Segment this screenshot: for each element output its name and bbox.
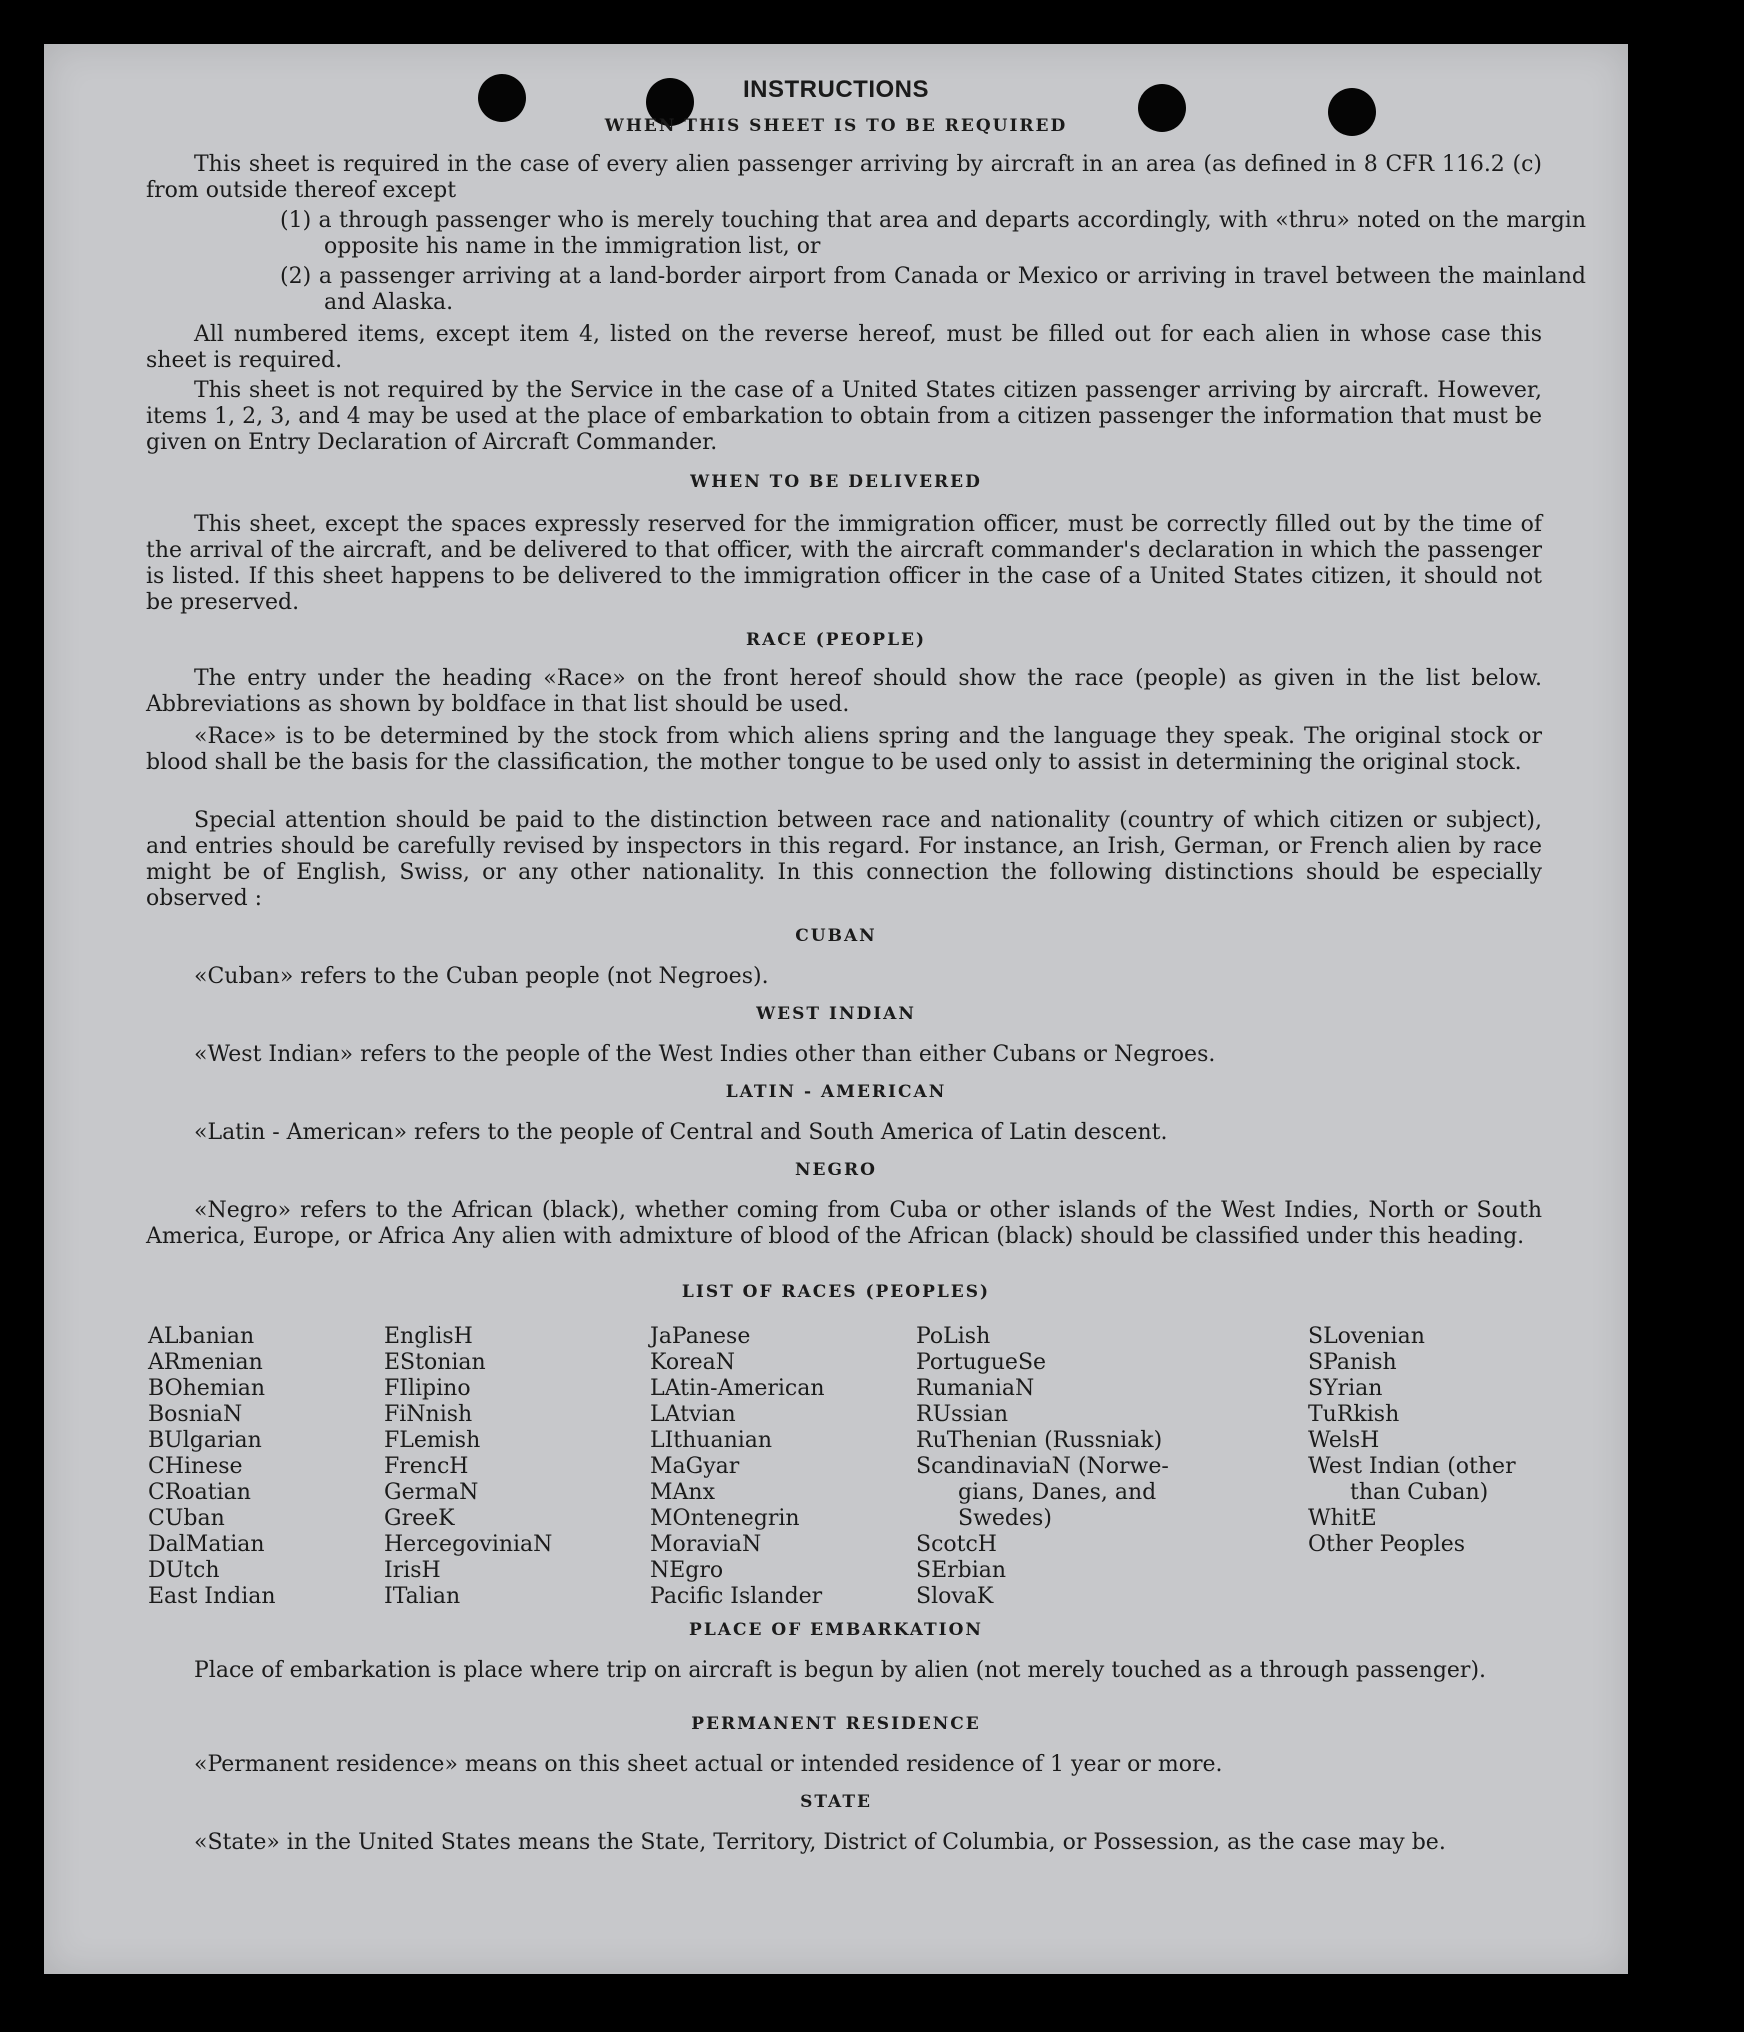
race-column-5	[1308, 1324, 1516, 1558]
race-name: SErbian	[916, 1558, 1007, 1583]
heading-when-delivered: WHEN TO BE DELIVERED	[690, 472, 982, 492]
race-name: LAtin-American	[650, 1376, 825, 1401]
race-name: IrisH	[384, 1558, 441, 1583]
race-column-3	[650, 1324, 825, 1610]
race-name: NEgro	[650, 1558, 724, 1583]
paragraph-negro: «Negro» refers to the African (black), whether coming from Cuba or other islands of the West Indies, North or South America, Europe, or Africa Any alien with admixture of blood of the African (black) should be classified under this heading.	[146, 1198, 1542, 1249]
race-column-2	[384, 1324, 552, 1610]
race-name: FiNnish	[384, 1402, 473, 1427]
race-name: RUssian	[916, 1402, 1009, 1427]
race-name-continued: than Cuban)	[1350, 1480, 1489, 1505]
paragraph-required: This sheet is required in the case of every alien passenger arriving by aircraft in an area (as defined in 8 CFR 116.2 (c) from outside thereof except	[146, 152, 1542, 203]
race-name: ARmenian	[148, 1350, 263, 1375]
paragraph-latin-american: «Latin - American» refers to the people of Central and South America of Latin descent.	[194, 1120, 1168, 1145]
race-name: PortugueSe	[916, 1350, 1047, 1375]
race-name: Pacific Islander	[650, 1584, 823, 1609]
race-name: TuRkish	[1308, 1402, 1400, 1427]
document-sheet	[44, 44, 1628, 1974]
race-name: HercegoviniaN	[384, 1532, 553, 1557]
heading-negro: NEGRO	[795, 1160, 877, 1180]
race-name: ScotcH	[916, 1532, 997, 1557]
race-name: LIthuanian	[650, 1428, 773, 1453]
race-name: RumaniaN	[916, 1376, 1035, 1401]
race-name: CUban	[148, 1506, 225, 1531]
heading-race: RACE (PEOPLE)	[745, 630, 927, 650]
race-name: GreeK	[384, 1506, 455, 1531]
race-name: WhitE	[1308, 1506, 1377, 1531]
race-name: DalMatian	[148, 1532, 265, 1557]
race-name: ScandinaviaN (Norwe-	[916, 1454, 1169, 1479]
race-name-continued: gians, Danes, and	[958, 1480, 1157, 1505]
race-column-1	[148, 1324, 276, 1610]
race-name: DUtch	[148, 1558, 220, 1583]
paragraph-race-entry: The entry under the heading «Race» on the front hereof should show the race (people) as given in the list below. Abbreviations as shown by boldface in that list should be used.	[146, 666, 1542, 717]
race-name: SlovaK	[916, 1584, 994, 1609]
race-name: FLemish	[384, 1428, 481, 1453]
paragraph-numbered-items: All numbered items, except item 4, listed on the reverse hereof, must be filled out for each alien in whose case this sheet is required.	[146, 322, 1542, 373]
race-name: FIlipino	[384, 1376, 471, 1401]
race-name: EStonian	[384, 1350, 486, 1375]
race-name: SLovenian	[1308, 1324, 1425, 1349]
race-name: West Indian (other	[1308, 1454, 1516, 1479]
race-name-continued: Swedes)	[958, 1506, 1052, 1531]
paragraph-race-nationality: Special attention should be paid to the distinction between race and nationality (country of which citizen or subject), and entries should be carefully revised by inspectors in this regard. For instance, an Irish, German, or French alien by race might be of English, Swiss, or any other nationality. In this connection the following distinctions should be especially observed :	[146, 808, 1542, 911]
race-name: MAnx	[650, 1480, 715, 1505]
race-name: GermaN	[384, 1480, 479, 1505]
race-name: KoreaN	[650, 1350, 735, 1375]
race-column-4	[916, 1324, 1169, 1610]
race-name: BosniaN	[148, 1402, 243, 1427]
race-name: MaGyar	[650, 1454, 740, 1479]
heading-permanent-residence: PERMANENT RESIDENCE	[691, 1714, 981, 1734]
race-name: RuThenian (Russniak)	[916, 1428, 1163, 1453]
paragraph-embarkation: Place of embarkation is place where trip on aircraft is begun by alien (not merely touched as a through passenger).	[194, 1658, 1487, 1683]
paragraph-residence: «Permanent residence» means on this sheet actual or intended residence of 1 year or more.	[194, 1752, 1223, 1777]
paragraph-cuban: «Cuban» refers to the Cuban people (not Negroes).	[194, 964, 769, 989]
race-name: SYrian	[1308, 1376, 1383, 1401]
exception-item-1: (1) a through passenger who is merely touching that area and departs accordingly, with «thru» noted on the margin opposite his name in the immigration list, or	[280, 208, 1586, 259]
race-name: CRoatian	[148, 1480, 251, 1505]
race-name: WelsH	[1308, 1428, 1380, 1453]
race-name: EnglisH	[384, 1324, 473, 1349]
heading-list-of-races: LIST OF RACES (PEOPLES)	[681, 1282, 991, 1302]
paragraph-delivery: This sheet, except the spaces expressly reserved for the immigration officer, must be correctly filled out by the time of the arrival of the aircraft, and be delivered to that officer, with the aircraft commander's declaration in which the passenger is listed. If this sheet happens to be delivered to the immigration officer in the case of a United States citizen, it should not be preserved.	[146, 512, 1542, 615]
race-name: East Indian	[148, 1584, 276, 1609]
heading-state: STATE	[800, 1792, 872, 1812]
race-name: ITalian	[384, 1584, 461, 1609]
race-name: BUlgarian	[148, 1428, 262, 1453]
race-name: MOntenegrin	[650, 1506, 800, 1531]
race-name: SPanish	[1308, 1350, 1397, 1375]
race-name: BOhemian	[148, 1376, 265, 1401]
paragraph-race-stock: «Race» is to be determined by the stock from which aliens spring and the language they speak. The original stock or blood shall be the basis for the classification, the mother tongue to be used only to assist in determining the original stock.	[146, 724, 1542, 775]
heading-cuban: CUBAN	[795, 926, 877, 946]
page-title: INSTRUCTIONS	[743, 76, 929, 103]
paragraph-state: «State» in the United States means the State, Territory, District of Columbia, or Possession, as the case may be.	[194, 1830, 1446, 1855]
race-name: MoraviaN	[650, 1532, 762, 1557]
exception-item-2: (2) a passenger arriving at a land-border airport from Canada or Mexico or arriving in travel between the mainland and Alaska.	[280, 264, 1586, 315]
race-name: FrencH	[384, 1454, 469, 1479]
paragraph-citizen: This sheet is not required by the Service in the case of a United States citizen passenger arriving by aircraft. However, items 1, 2, 3, and 4 may be used at the place of embarkation to obtain from a citizen passenger the information that must be given on Entry Declaration of Aircraft Commander.	[146, 378, 1542, 455]
race-name: CHinese	[148, 1454, 243, 1479]
race-name: LAtvian	[650, 1402, 736, 1427]
race-name: ALbanian	[148, 1324, 255, 1349]
race-name: PoLish	[916, 1324, 991, 1349]
heading-west-indian: WEST INDIAN	[756, 1004, 916, 1024]
paragraph-west-indian: «West Indian» refers to the people of the West Indies other than either Cubans or Negroes.	[194, 1042, 1216, 1067]
heading-latin-american: LATIN - AMERICAN	[725, 1082, 947, 1102]
heading-when-required: WHEN THIS SHEET IS TO BE REQUIRED	[604, 116, 1068, 136]
race-name: Other Peoples	[1308, 1532, 1466, 1557]
heading-place-of-embarkation: PLACE OF EMBARKATION	[689, 1620, 983, 1640]
race-name: JaPanese	[650, 1324, 751, 1349]
